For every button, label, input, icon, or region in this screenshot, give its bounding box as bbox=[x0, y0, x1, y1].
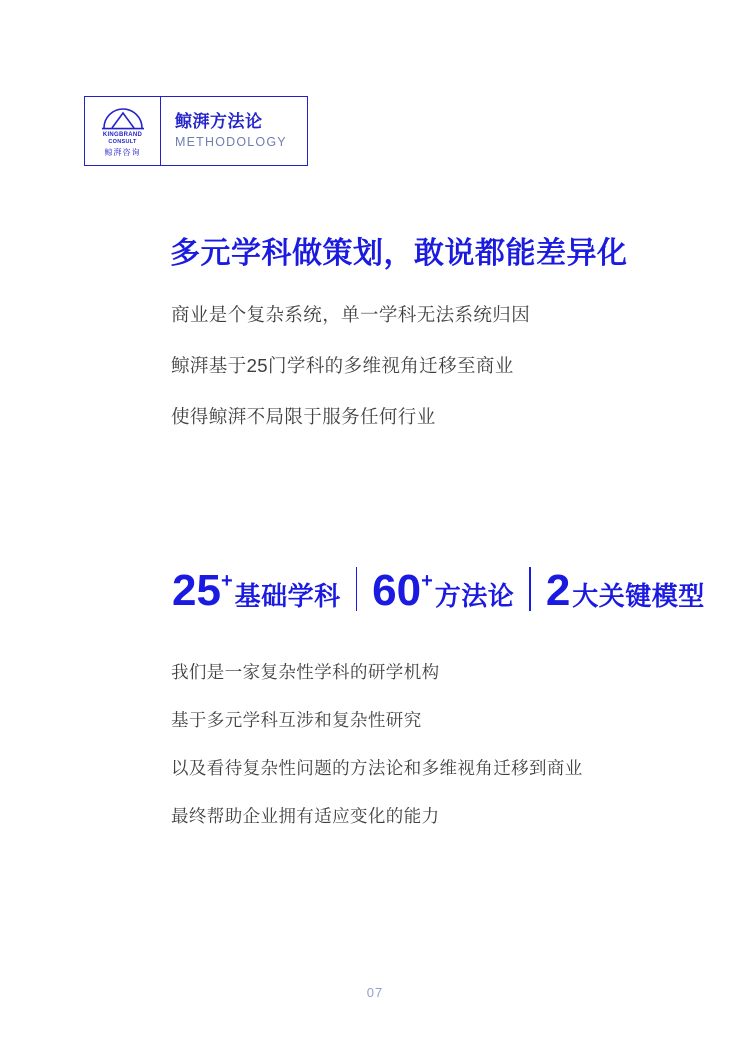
outro-line: 最终帮助企业拥有适应变化的能力 bbox=[171, 806, 440, 826]
intro-line: 使得鲸湃不局限于服务任何行业 bbox=[171, 406, 436, 427]
intro-line: 商业是个复杂系统，单一学科无法系统归因 bbox=[171, 304, 531, 325]
stat-divider bbox=[356, 567, 358, 611]
stats-row bbox=[172, 567, 705, 614]
header-title-en: METHODOLOGY bbox=[175, 135, 287, 149]
stat-item-methodologies: 60 + 方法论 bbox=[372, 566, 515, 615]
stat-label: 大关键模型 bbox=[572, 581, 705, 611]
stat-number: 25 bbox=[172, 566, 221, 615]
intro-line: 鲸湃基于25门学科的多维视角迁移至商业 bbox=[171, 355, 514, 376]
outro-line: 基于多元学科互涉和复杂性研究 bbox=[171, 710, 422, 730]
page-title: 多元学科做策划，敢说都能差异化 bbox=[170, 237, 628, 270]
stat-label: 方法论 bbox=[434, 581, 515, 611]
outro-line: 以及看待复杂性问题的方法论和多维视角迁移到商业 bbox=[171, 758, 583, 778]
stat-divider bbox=[529, 567, 531, 611]
stat-item-models bbox=[546, 568, 705, 614]
arc-logo-icon bbox=[100, 106, 146, 130]
methodology-header-block bbox=[84, 96, 308, 166]
stat-label: 基础学科 bbox=[234, 581, 341, 611]
header-title-cn: 鲸湃方法论 bbox=[175, 112, 263, 131]
logo-text-en-line1: KINGBRAND bbox=[102, 131, 143, 138]
stat-number: 2 bbox=[545, 566, 571, 615]
outro-paragraph bbox=[171, 660, 711, 852]
stat-number: 60 bbox=[372, 566, 422, 615]
logo-text-en-line2: CONSULT bbox=[108, 138, 137, 145]
intro-paragraph bbox=[171, 302, 691, 455]
outro-line: 我们是一家复杂性学科的研学机构 bbox=[171, 662, 440, 682]
header-title-group bbox=[161, 97, 307, 165]
stat-item-disciplines: 25 + 基础学科 bbox=[172, 566, 341, 615]
brand-logo bbox=[85, 97, 161, 165]
logo-text-cn: 鲸湃咨询 bbox=[104, 147, 141, 157]
page-number: 07 bbox=[366, 985, 384, 1000]
